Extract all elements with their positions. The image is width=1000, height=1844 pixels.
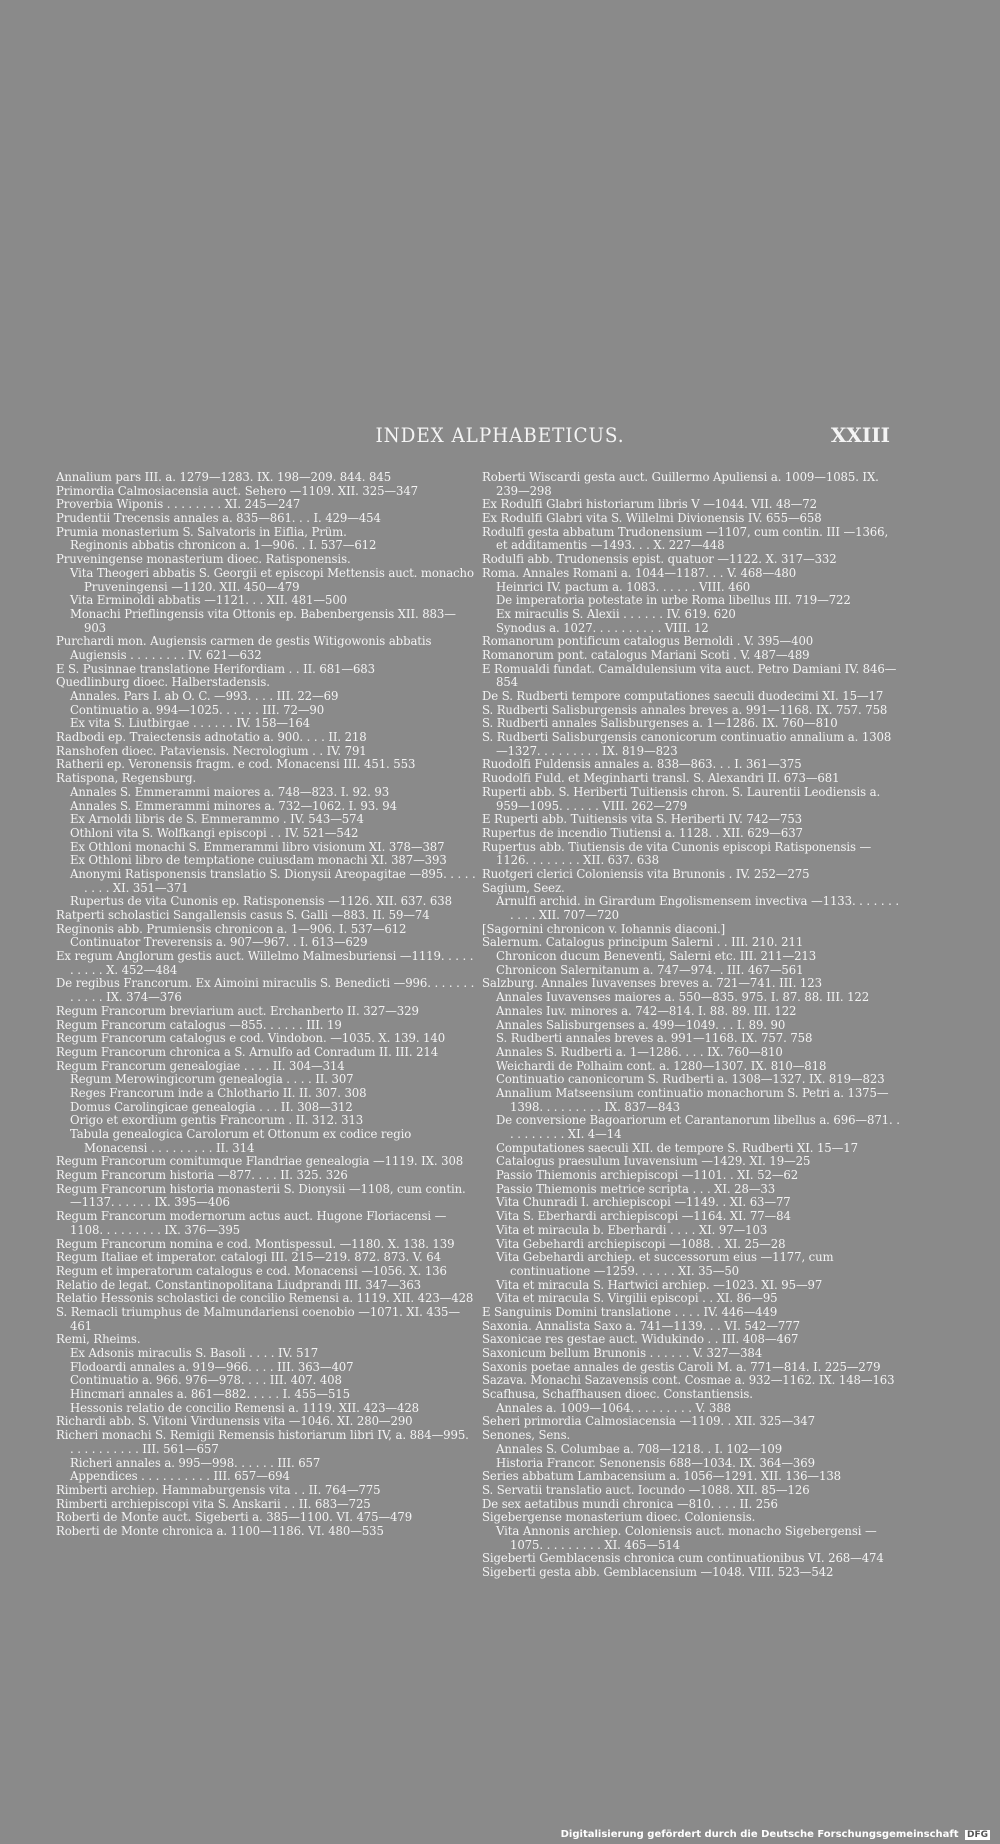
index-entry: Regum Francorum nomina e cod. Montispessul. —1180. X. 138. 139 <box>56 1236 455 1251</box>
index-entry: Vita Gebehardi archiepiscopi —1088. . XI. 25—28 <box>496 1236 786 1251</box>
index-entry: Annales Salisburgenses a. 499—1049. . . I. 89. 90 <box>496 1017 786 1032</box>
index-entry: Annalium pars III. a. 1279—1283. IX. 198—209. 844. 845 <box>56 470 392 484</box>
index-entry: Annales a. 1009—1064. . . . . . . . . V. 388 <box>496 1400 732 1415</box>
index-entry: Romanorum pont. catalogus Mariani Scoti . V. 487—489 <box>482 647 810 662</box>
index-column-right <box>482 471 902 1580</box>
index-entry: Vita Annonis archiep. Coloniensis auct. monacho Sigebergensi —1075. . . . . . . . . XI. 465—514 <box>496 1523 877 1552</box>
footer-credit <box>561 1829 990 1840</box>
index-entry: Saxonia. Annalista Saxo a. 741—1139. . . VI. 542—777 <box>482 1318 800 1333</box>
index-entry: Reginonis abbatis chronicon a. 1—906. . I. 537—612 <box>70 538 377 553</box>
index-entry: Regum Francorum breviarium auct. Erchanberto II. 327—329 <box>56 1003 419 1018</box>
index-entry: Prumia monasterium S. Salvatoris in Eiflia, Prüm. <box>56 524 347 539</box>
index-entry: Senones, Sens. <box>482 1428 571 1443</box>
index-entry: Ex Othloni libro de temptatione cuiusdam monachi XI. 387—393 <box>70 853 447 868</box>
index-entry: Passio Thiemonis metrice scripta . . . XI. 28—33 <box>496 1181 776 1196</box>
index-entry: Regum Francorum historia —877. . . . II. 325. 326 <box>56 1168 348 1183</box>
index-entry: Ruperti abb. S. Heriberti Tuitiensis chron. S. Laurentii Leodiensis a. 959—1095. . . . . . VIII. 262—279 <box>482 784 881 813</box>
index-entry: Series abbatum Lambacensium a. 1056—1291. XII. 136—138 <box>482 1469 842 1484</box>
index-entry: Ex vita S. Liutbirgae . . . . . . IV. 158—164 <box>70 716 311 731</box>
index-entry: E Romualdi fundat. Camaldulensium vita auct. Petro Damiani IV. 846—854 <box>482 661 897 690</box>
index-entry: Pruveningense monasterium dioec. Ratisponensis. <box>56 552 351 567</box>
index-entry: Richeri monachi S. Remigii Remensis historiarum libri IV, a. 884—995. . . . . . . . . . . III. 561—657 <box>56 1428 469 1456</box>
index-entry: Rodulfi abb. Trudonensis epist. quatuor —1122. X. 317—332 <box>482 552 837 567</box>
index-entry: Sigeberti gesta abb. Gemblacensium —1048. VIII. 523—542 <box>482 1565 834 1579</box>
index-entry: Scafhusa, Schaffhausen dioec. Constantiensis. <box>482 1387 753 1402</box>
index-entry: Sazava. Monachi Sazavensis cont. Cosmae a. 932—1162. IX. 148—163 <box>482 1373 895 1388</box>
index-entry: E Ruperti abb. Tuitiensis vita S. Heriberti IV. 742—753 <box>482 812 803 827</box>
index-entry: Appendices . . . . . . . . . . III. 657—694 <box>70 1469 290 1484</box>
index-entry: Rodulfi gesta abbatum Trudonensium —1107, cum contin. III —1366, et additamentis —1493. . . X. 227—448 <box>482 524 889 553</box>
index-entry: E S. Pusinnae translatione Herifordiam . . II. 681—683 <box>56 661 375 676</box>
page-number: XXIII <box>830 423 890 447</box>
index-entry: Annales S. Emmerammi maiores a. 748—823. I. 92. 93 <box>70 784 390 799</box>
index-entry: Rupertus de incendio Tiutiensi a. 1128. . XII. 629—637 <box>482 825 803 840</box>
index-entry: Origo et exordium gentis Francorum . II. 312. 313 <box>70 1113 364 1128</box>
index-entry: De regibus Francorum. Ex Aimoini miraculis S. Benedicti —996. . . . . . . . . . . . IX. 374—376 <box>56 976 475 1005</box>
page-title: INDEX ALPHABETICUS. <box>375 423 625 447</box>
index-entry: Rupertus de vita Cunonis ep. Ratisponensis —1126. XII. 637. 638 <box>70 894 452 909</box>
index-entry: Rupertus abb. Tiutiensis de vita Cunonis episcopi Ratisponensis —1126. . . . . . . . XII. 637. 638 <box>482 839 872 868</box>
index-entry: Relatio de legat. Constantinopolitana Liudprandi III. 347—363 <box>56 1277 422 1292</box>
index-entry: Othloni vita S. Wolfkangi episcopi . . IV. 521—542 <box>70 825 359 840</box>
index-entry: Vita Erminoldi abbatis —1121. . . XII. 481—500 <box>70 593 347 608</box>
index-entry: Monachi Prieflingensis vita Ottonis ep. Babenbergensis XII. 883—903 <box>70 606 456 635</box>
index-entry: Hincmari annales a. 861—882. . . . . I. 455—515 <box>70 1387 350 1402</box>
index-entry: Rimberti archiep. Hammaburgensis vita . . II. 764—775 <box>56 1482 381 1497</box>
index-entry: De S. Rudberti tempore computationes saeculi duodecimi XI. 15—17 <box>482 689 884 703</box>
index-entry: Ratperti scholastici Sangallensis casus S. Galli —883. II. 59—74 <box>56 908 430 922</box>
index-entry: De imperatoria potestate in urbe Roma libellus III. 719—722 <box>496 593 851 608</box>
index-entry: Computationes saeculi XII. de tempore S. Rudberti XI. 15—17 <box>496 1140 858 1155</box>
index-entry: Regum Francorum catalogus —855. . . . . . III. 19 <box>56 1017 342 1032</box>
page-header <box>0 0 1000 470</box>
index-entry: Vita et miracula S. Virgilii episcopi . . XI. 86—95 <box>496 1291 778 1306</box>
index-entry: Passio Thiemonis archiepiscopi —1101. . XI. 52—62 <box>496 1168 799 1183</box>
index-entry: Continuatio a. 994—1025. . . . . . III. 72—90 <box>70 702 325 717</box>
index-entry: Regum Italiae et imperator. catalogi III. 215—219. 872. 873. V. 64 <box>56 1250 441 1265</box>
index-entry: Regum Francorum genealogiae . . . . II. 304—314 <box>56 1058 345 1073</box>
index-entry: Synodus a. 1027. . . . . . . . . . VIII. 12 <box>496 620 709 635</box>
index-entry: Regum Francorum comitumque Flandriae genealogia —1119. IX. 308 <box>56 1154 464 1169</box>
index-entry: Proverbia Wiponis . . . . . . . . XI. 245—247 <box>56 497 301 512</box>
index-entry: Ex Rodulfi Glabri historiarum libris V —1044. VII. 48—72 <box>482 497 817 512</box>
index-entry: Saxonicum bellum Brunonis . . . . . . V. 327—384 <box>482 1346 763 1360</box>
dfg-logo: DFG <box>966 1830 988 1840</box>
index-entry: S. Servatii translatio auct. Iocundo —1088. XII. 85—126 <box>482 1482 810 1497</box>
index-entry: Heinrici IV. pactum a. 1083. . . . . . VIII. 460 <box>496 579 751 594</box>
index-entry: Sigeberti Gemblacensis chronica cum continuationibus VI. 268—474 <box>482 1551 884 1566</box>
index-entry: Roberti de Monte chronica a. 1100—1186. VI. 480—535 <box>56 1523 384 1538</box>
index-entry: [Sagornini chronicon v. Iohannis diaconi.] <box>482 921 726 936</box>
index-entry: S. Remacli triumphus de Malmundariensi coenobio —1071. XI. 435—461 <box>56 1304 460 1333</box>
index-entry: Ruodolfi Fuldensis annales a. 838—863. . . I. 361—375 <box>482 757 802 772</box>
index-entry: Ex Rodulfi Glabri vita S. Willelmi Divionensis IV. 655—658 <box>482 511 822 526</box>
index-entry: Annales S. Emmerammi minores a. 732—1062. I. 93. 94 <box>70 798 397 813</box>
index-entry: Annales Iuv. minores a. 742—814. I. 88. 89. III. 122 <box>496 1003 797 1018</box>
index-entry: Reginonis abb. Prumiensis chronicon a. 1—906. I. 537—612 <box>56 921 407 936</box>
index-column-left <box>56 471 476 1539</box>
index-entry: Prudentii Trecensis annales a. 835—861. . . I. 429—454 <box>56 511 381 526</box>
index-entry: Ex Othloni monachi S. Emmerammi libro visionum XI. 378—387 <box>70 839 445 854</box>
index-entry: Vita et miracula S. Hartwici archiep. —1023. XI. 95—97 <box>496 1277 823 1292</box>
index-entry: Chronicon ducum Beneventi, Salerni etc. III. 211—213 <box>496 949 817 964</box>
index-entry: Annales. Pars I. ab O. C. —993. . . . III. 22—69 <box>70 689 339 703</box>
index-entry: Quedlinburg dioec. Halberstadensis. <box>56 675 270 690</box>
index-entry: Remi, Rheims. <box>56 1332 141 1347</box>
index-entry: Reges Francorum inde a Chlothario II. II. 307. 308 <box>70 1085 367 1100</box>
index-entry: Domus Carolingicae genealogia . . . II. 308—312 <box>70 1099 353 1114</box>
index-entry: Seheri primordia Calmosiacensia —1109. . XII. 325—347 <box>482 1414 815 1429</box>
index-entry: Ratispona, Regensburg. <box>56 771 197 786</box>
index-entry: Purchardi mon. Augiensis carmen de gestis Witigowonis abbatis Augiensis . . . . . . . . IV. 621—632 <box>56 634 432 662</box>
index-entry: Continuator Treverensis a. 907—967. . I. 613—629 <box>70 935 368 950</box>
index-entry: Vita et miracula b. Eberhardi . . . . XI. 97—103 <box>496 1222 768 1237</box>
index-entry: Sagium, Seez. <box>482 880 565 895</box>
index-entry: Ranshofen dioec. Pataviensis. Necrologium . . IV. 791 <box>56 743 367 758</box>
index-entry: Radbodi ep. Traiectensis adnotatio a. 900. . . . II. 218 <box>56 730 367 745</box>
index-entry: Historia Francor. Senonensis 688—1034. IX. 364—369 <box>496 1455 815 1470</box>
index-entry: Ex miraculis S. Alexii . . . . . . IV. 619. 620 <box>496 606 736 621</box>
index-entry: Vita Theogeri abbatis S. Georgii et episcopi Mettensis auct. monacho Pruveningensi —1120. XII. 450—479 <box>70 565 474 594</box>
index-entry: Roberti Wiscardi gesta auct. Guillermo Apuliensi a. 1009—1085. IX. 239—298 <box>482 470 879 498</box>
index-entry: Richardi abb. S. Vitoni Virdunensis vita —1046. XI. 280—290 <box>56 1414 413 1429</box>
index-entry: Regum Merowingicorum genealogia . . . . II. 307 <box>70 1072 354 1087</box>
index-entry: Vita Gebehardi archiep. et successorum eius —1177, cum continuatione —1259. . . . . . XI. 35—50 <box>496 1250 834 1278</box>
index-entry: Anonymi Ratisponensis translatio S. Dionysii Areopagitae —895. . . . . . . . . XI. 351—371 <box>70 866 476 895</box>
index-entry: Vita S. Eberhardi archiepiscopi —1164. XI. 77—84 <box>496 1209 791 1224</box>
index-entry: De conversione Bagoariorum et Carantanorum libellus a. 696—871. . . . . . . . . . XI. 4—14 <box>496 1113 900 1141</box>
index-entry: Chronicon Salernitanum a. 747—974. . III. 467—561 <box>496 962 804 977</box>
index-entry: Primordia Calmosiacensia auct. Sehero —1109. XII. 325—347 <box>56 483 419 498</box>
index-entry: Relatio Hessonis scholastici de concilio Remensi a. 1119. XII. 423—428 <box>56 1291 474 1306</box>
index-entry: Ex Arnoldi libris de S. Emmerammo . IV. 543—574 <box>70 812 364 827</box>
index-entry: S. Rudberti Salisburgensis annales breves a. 991—1168. IX. 757. 758 <box>482 702 888 717</box>
index-entry: Annalium Matseensium continuatio monachorum S. Petri a. 1375—1398. . . . . . . . . IX. 837—843 <box>496 1085 889 1114</box>
index-entry: Rimberti archiepiscopi vita S. Anskarii . . II. 683—725 <box>56 1496 371 1511</box>
index-entry: Roberti de Monte auct. Sigeberti a. 385—1100. VI. 475—479 <box>56 1510 413 1525</box>
index-entry: Regum Francorum chronica a S. Arnulfo ad Conradum II. III. 214 <box>56 1044 439 1059</box>
index-entry: Salzburg. Annales Iuvavenses breves a. 721—741. III. 123 <box>482 976 822 991</box>
index-entry: Regum Francorum modernorum actus auct. Hugone Floriacensi —1108. . . . . . . . . IX. 376—395 <box>56 1209 447 1237</box>
index-entry: Ratherii ep. Veronensis fragm. e cod. Monacensi III. 451. 553 <box>56 757 416 772</box>
index-entry: Ex Adsonis miraculis S. Basoli . . . . IV. 517 <box>70 1346 319 1360</box>
index-entry: Hessonis relatio de concilio Remensi a. 1119. XII. 423—428 <box>70 1400 420 1415</box>
index-entry: Continuatio a. 966. 976—978. . . . III. 407. 408 <box>70 1373 342 1388</box>
index-entry: Annales S. Rudberti a. 1—1286. . . . IX. 760—810 <box>496 1044 783 1059</box>
index-entry: Ex regum Anglorum gestis auct. Willelmo Malmesburiensi —1119. . . . . . . . . . X. 452—484 <box>56 949 474 977</box>
index-entry: Regum Francorum catalogus e cod. Vindobon. —1035. X. 139. 140 <box>56 1031 446 1046</box>
index-entry: Arnulfi archid. in Girardum Engolismensem invectiva —1133. . . . . . . . . . . XII. 707—720 <box>496 894 899 922</box>
index-entry: De sex aetatibus mundi chronica —810. . . . II. 256 <box>482 1496 778 1511</box>
index-entry: Salernum. Catalogus principum Salerni . . III. 210. 211 <box>482 935 804 950</box>
index-entry: S. Rudberti annales Salisburgenses a. 1—1286. IX. 760—810 <box>482 716 838 731</box>
index-entry: Tabula genealogica Carolorum et Ottonum ex codice regio Monacensi . . . . . . . . . II. 314 <box>70 1127 412 1155</box>
index-entry: Annales S. Columbae a. 708—1218. . I. 102—109 <box>496 1441 783 1456</box>
footer-text: Digitalisierung gefördert durch die Deutsche Forschungsgemeinschaft <box>560 1829 959 1840</box>
index-entry: Continuatio canonicorum S. Rudberti a. 1308—1327. IX. 819—823 <box>496 1072 885 1087</box>
index-entry: Catalogus praesulum Iuvavensium —1429. XI. 19—25 <box>496 1154 811 1169</box>
index-entry: S. Rudberti Salisburgensis canonicorum continuatio annalium a. 1308—1327. . . . . . . . . IX. 819—823 <box>482 730 892 758</box>
index-entry: Vita Chunradi I. archiepiscopi —1149. . XI. 63—77 <box>496 1195 791 1210</box>
index-entry: Sigebergense monasterium dioec. Coloniensis. <box>482 1510 756 1525</box>
index-entry: Regum et imperatorum catalogus e cod. Monacensi —1056. X. 136 <box>56 1263 447 1278</box>
index-entry: Weichardi de Polhaim cont. a. 1280—1307. IX. 810—818 <box>496 1058 827 1073</box>
index-entry: Saxonicae res gestae auct. Widukindo . . III. 408—467 <box>482 1332 799 1347</box>
index-entry: Richeri annales a. 995—998. . . . . . III. 657 <box>70 1455 321 1470</box>
index-entry: Flodoardi annales a. 919—966. . . . III. 363—407 <box>70 1359 354 1374</box>
index-entry: S. Rudberti annales breves a. 991—1168. IX. 757. 758 <box>496 1031 813 1046</box>
index-entry: E Sanguinis Domini translatione . . . . IV. 446—449 <box>482 1304 778 1319</box>
index-entry: Annales Iuvavenses maiores a. 550—835. 975. I. 87. 88. III. 122 <box>496 990 870 1005</box>
index-entry: Regum Francorum historia monasterii S. Dionysii —1108, cum contin. —1137. . . . . . IX. 395—406 <box>56 1181 466 1210</box>
index-entry: Romanorum pontificum catalogus Bernoldi . V. 395—400 <box>482 634 814 649</box>
index-entry: Saxonis poetae annales de gestis Caroli M. a. 771—814. I. 225—279 <box>482 1359 881 1374</box>
index-entry: Roma. Annales Romani a. 1044—1187. . . V. 468—480 <box>482 565 797 580</box>
index-entry: Ruodolfi Fuld. et Meginharti transl. S. Alexandri II. 673—681 <box>482 771 840 786</box>
index-entry: Ruotgeri clerici Coloniensis vita Brunonis . IV. 252—275 <box>482 866 810 881</box>
